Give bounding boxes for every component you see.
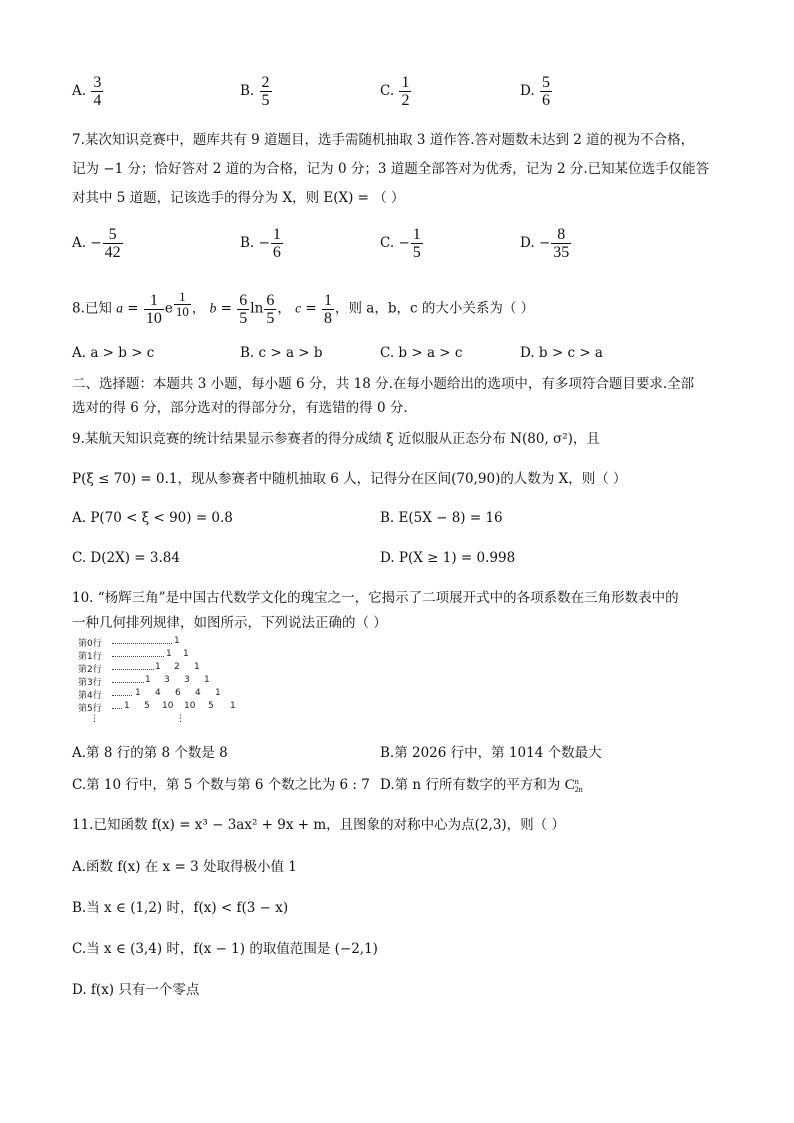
var-c: c xyxy=(295,300,302,316)
triangle-number: 1 xyxy=(230,701,236,711)
triangle-number: 2 xyxy=(174,662,180,672)
combination-notation xyxy=(565,777,583,793)
triangle-number: 1 xyxy=(183,649,189,659)
numerator: 3 xyxy=(93,74,102,91)
option-label: C. xyxy=(380,83,395,99)
fraction xyxy=(144,292,164,327)
triangle-number: 5 xyxy=(208,701,214,711)
triangle-number: 1 xyxy=(155,662,161,672)
vertical-dots: ⋮ xyxy=(176,714,185,724)
q9-option-c: C. D(2X) = 3.84 xyxy=(72,550,180,566)
denominator: 6 xyxy=(541,92,550,109)
row-label: 第1行 xyxy=(78,652,102,662)
q9-option-b: B. E(5X − 8) = 16 xyxy=(380,510,503,526)
q8-option-c: C. b > a > c xyxy=(380,345,463,361)
denominator: 35 xyxy=(553,244,570,261)
numerator: 1 xyxy=(144,292,164,310)
triangle-number: 1 xyxy=(145,675,151,685)
leader-dots xyxy=(112,643,172,644)
triangle-number: 10 xyxy=(162,701,174,711)
q6-option-b xyxy=(240,74,273,109)
denominator: 2 xyxy=(401,92,410,109)
vertical-dots: ⋮ xyxy=(90,714,99,724)
exponent-fraction xyxy=(174,290,191,319)
fraction xyxy=(271,226,283,261)
q7-option-c xyxy=(380,226,424,261)
leader-dots xyxy=(112,669,154,670)
numerator: 6 xyxy=(239,291,248,309)
fraction xyxy=(103,226,123,261)
fraction xyxy=(399,74,411,109)
numerator: 2 xyxy=(261,74,270,91)
option-text: D.第 n 行所有数字的平方和为 xyxy=(380,777,565,793)
denominator: 5 xyxy=(412,244,421,261)
fraction xyxy=(551,226,571,261)
triangle-number: 10 xyxy=(184,701,196,711)
q8-option-a: A. a > b > c xyxy=(72,345,155,361)
denominator: 10 xyxy=(145,309,162,327)
denominator: 5 xyxy=(239,309,248,327)
option-label: D. xyxy=(520,83,535,99)
q10-option-c: C.第 10 行中，第 5 个数与第 6 个数之比为 6 : 7 xyxy=(72,777,370,793)
triangle-number: 6 xyxy=(175,688,181,698)
leader-dots xyxy=(112,708,122,709)
numerator: 6 xyxy=(266,291,275,309)
q10-option-b: B.第 2026 行中，第 1014 个数最大 xyxy=(380,745,602,761)
leader-dots xyxy=(112,656,164,657)
option-label: B. xyxy=(240,83,255,99)
q10-option-d xyxy=(380,773,583,794)
q10-line-2: 一种几何排列规律，如图所示，下列说法正确的（ ） xyxy=(72,615,387,631)
q9-option-d: D. P(X ≥ 1) = 0.998 xyxy=(380,550,516,566)
fraction xyxy=(322,292,334,327)
q10-option-a: A.第 8 行的第 8 个数是 8 xyxy=(72,745,228,761)
row-label: 第4行 xyxy=(78,691,102,701)
denominator: 6 xyxy=(272,244,281,261)
denominator: 8 xyxy=(324,309,333,327)
triangle-number: 1 xyxy=(174,636,180,646)
q7-option-a xyxy=(72,226,124,261)
q11-option-a: A.函数 f(x) 在 x = 3 处取得极小值 1 xyxy=(72,859,297,875)
q8-suffix: ，则 a，b，c 的大小关系为（ ） xyxy=(335,300,535,317)
triangle-number: 3 xyxy=(184,675,190,685)
comb-base: C xyxy=(564,777,575,793)
leader-dots xyxy=(112,682,144,683)
q7-line-3: 对其中 5 道题，记该选手的得分为 X，则 E(X) = （ ） xyxy=(72,190,405,206)
triangle-number: 5 xyxy=(144,701,150,711)
numerator: 1 xyxy=(401,74,410,91)
leader-dots xyxy=(112,695,132,696)
q8-option-b: B. c > a > b xyxy=(240,345,323,361)
q6-option-a xyxy=(72,74,104,109)
triangle-number: 1 xyxy=(124,701,130,711)
q7-option-b xyxy=(240,226,284,261)
triangle-number: 1 xyxy=(166,649,172,659)
var-b: b xyxy=(209,300,217,316)
triangle-number: 1 xyxy=(135,688,141,698)
triangle-number: 1 xyxy=(204,675,210,685)
numerator: 1 xyxy=(272,226,281,243)
denominator: 4 xyxy=(93,92,102,109)
q9-line-2: P(ξ ≤ 70) = 0.1，现从参赛者中随机抽取 6 人，记得分在区间(70,90)的人数为 X，则（ ） xyxy=(72,471,627,487)
option-label: D. xyxy=(520,235,535,251)
numerator: 8 xyxy=(551,226,571,244)
q8-statement: 8.已知 a = $\frac{1}{10}$ e $^{\frac{1}{10}}$ ， b = $\frac{6}{5}$ ln $\frac{6}{5}$ ， c = $\frac{1}{8}$ ，则 a，b，c 的大小关系为（ ） xyxy=(72,289,535,327)
minus-sign: − xyxy=(398,235,410,251)
numerator: 1 xyxy=(412,226,421,243)
q8-prefix: 8.已知 xyxy=(72,300,112,317)
q9-option-a: A. P(70 < ξ < 90) = 0.8 xyxy=(72,510,233,526)
numerator: 5 xyxy=(103,226,123,244)
denominator: 5 xyxy=(266,309,275,327)
comb-sup: n xyxy=(574,776,579,786)
fraction xyxy=(91,74,103,109)
q7-line-1: 7.某次知识竞赛中，题库共有 9 道题目，选手需随机抽取 3 道作答.答对题数未达到 2 道的视为不合格， xyxy=(72,132,695,148)
denominator: 42 xyxy=(104,244,121,261)
q7-line-2: 记为 −1 分；恰好答对 2 道的为合格，记为 0 分；3 道题全部答对为优秀，记为 2 分.已知某位选手仅能答 xyxy=(72,161,710,177)
q6-option-d xyxy=(520,74,553,109)
fraction xyxy=(260,74,272,109)
option-label: A. xyxy=(72,83,87,99)
option-label: C. xyxy=(380,235,395,251)
numerator: 1 xyxy=(174,290,191,305)
triangle-number: 4 xyxy=(155,688,161,698)
row-label: 第0行 xyxy=(78,639,102,649)
fraction xyxy=(264,292,276,327)
fraction xyxy=(411,226,423,261)
q7-option-d xyxy=(520,226,572,261)
denominator: 10 xyxy=(175,304,189,319)
option-label: B. xyxy=(240,235,255,251)
numerator: 5 xyxy=(541,74,550,91)
q9-line-1: 9.某航天知识竞赛的统计结果显示参赛者的得分成绩 ξ 近似服从正态分布 N(80, σ²)，且 xyxy=(72,431,600,447)
fraction xyxy=(237,292,249,327)
q11-line-1: 11.已知函数 f(x) = x³ − 3ax² + 9x + m，且图象的对称中心为点(2,3)，则（ ） xyxy=(72,817,565,833)
q11-option-c: C.当 x ∈ (3,4) 时，f(x − 1) 的取值范围是 (−2,1) xyxy=(72,941,378,957)
minus-sign: − xyxy=(538,235,551,251)
row-label: 第3行 xyxy=(78,678,102,688)
minus-sign: − xyxy=(90,235,102,251)
denominator: 5 xyxy=(261,92,270,109)
numerator: 1 xyxy=(324,291,333,309)
comb-sub: 2n xyxy=(574,784,583,794)
row-label: 第2行 xyxy=(78,665,102,675)
q11-option-d: D. f(x) 只有一个零点 xyxy=(72,982,200,998)
triangle-number: 3 xyxy=(164,675,170,685)
section-2-line-1: 二、选择题：本题共 3 小题，每小题 6 分，共 18 分.在每小题给出的选项中，有多项符合题目要求.全部 xyxy=(72,376,695,392)
q11-option-b: B.当 x ∈ (1,2) 时，f(x) < f(3 − x) xyxy=(72,900,289,916)
triangle-number: 4 xyxy=(195,688,201,698)
section-2-line-2: 选对的得 6 分，部分选对的得部分分，有选错的得 0 分. xyxy=(72,400,408,416)
q8-option-d: D. b > c > a xyxy=(520,345,603,361)
q10-line-1: 10. “杨辉三角”是中国古代数学文化的瑰宝之一，它揭示了二项展开式中的各项系数在三角形数表中的 xyxy=(72,590,679,606)
option-label: A. xyxy=(72,235,87,251)
row-label: 第5行 xyxy=(78,704,102,714)
minus-sign: − xyxy=(258,235,270,251)
q6-option-c xyxy=(380,74,412,109)
fraction xyxy=(540,74,552,109)
triangle-number: 1 xyxy=(215,688,221,698)
var-a: a xyxy=(116,300,123,316)
triangle-number: 1 xyxy=(194,662,200,672)
